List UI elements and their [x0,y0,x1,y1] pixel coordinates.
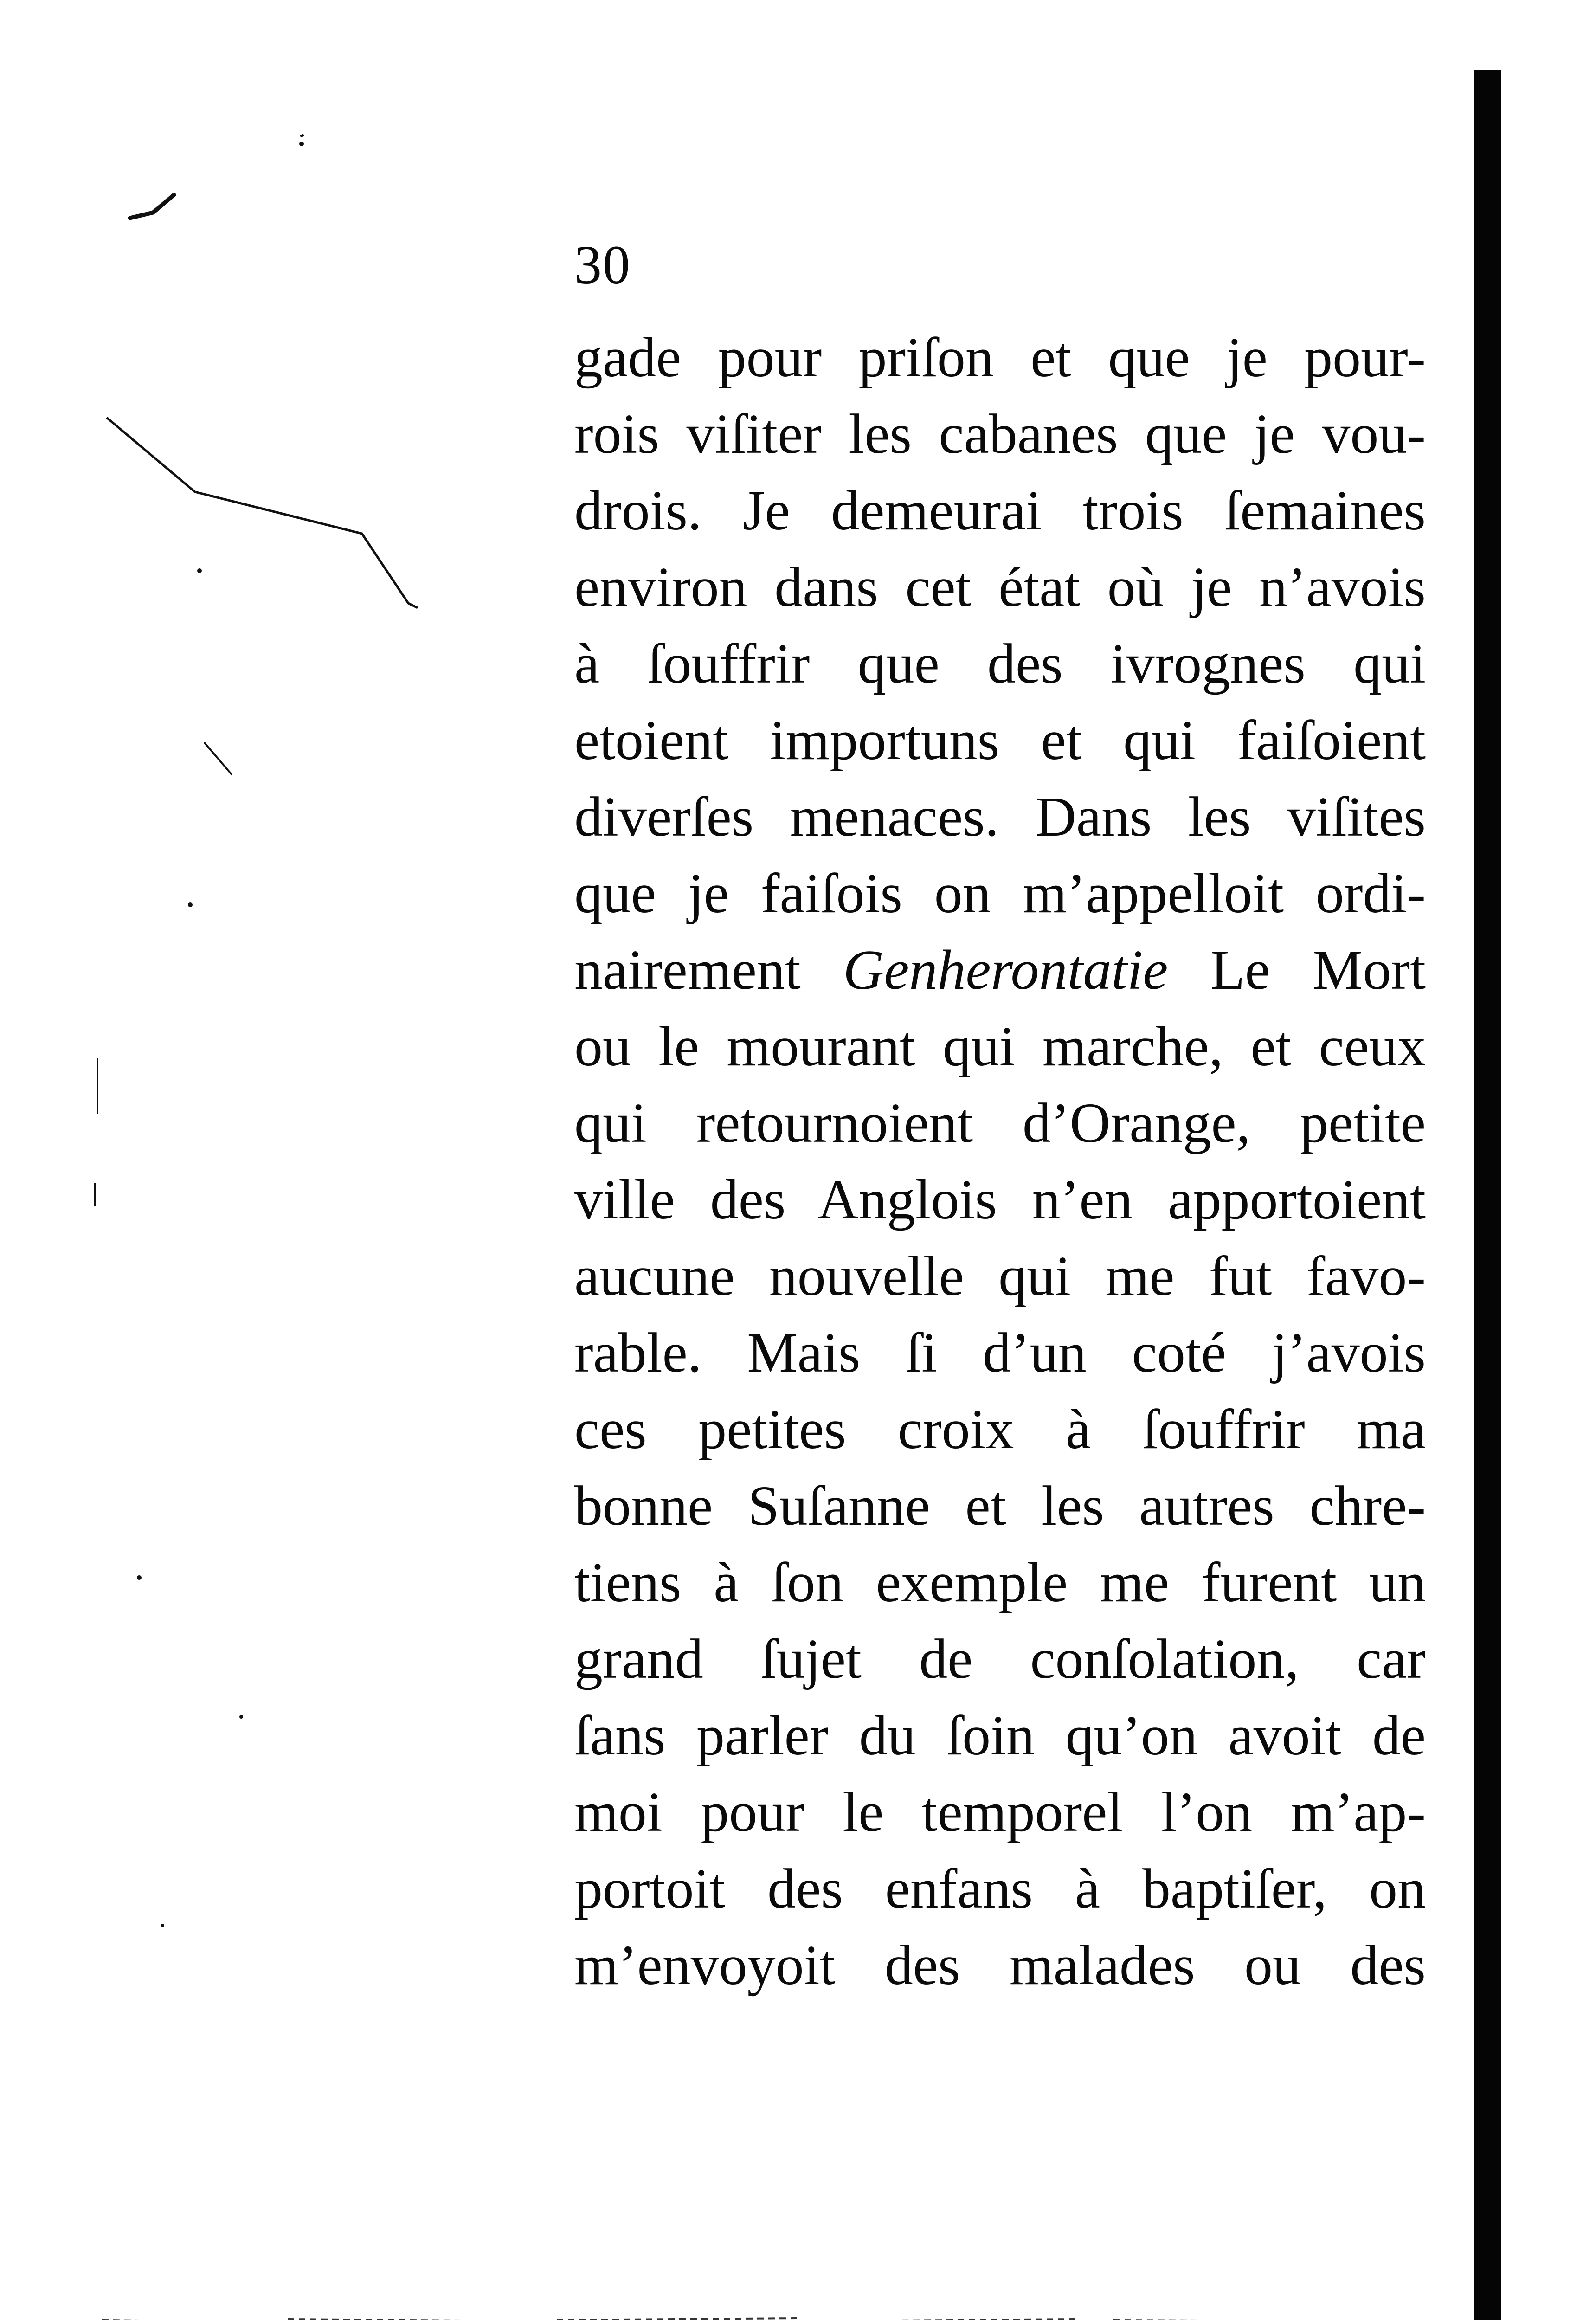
text-line: moi pour le temporel l’on m’ap- [574,1781,1426,1843]
margin-marks [0,0,510,2320]
text-line: ſans parler du ſoin qu’on avoit de [574,1704,1426,1767]
text-line: ou le mourant qui marche, et ceux [574,1015,1426,1078]
text-line: tiens à ſon exemple me furent un [574,1551,1426,1614]
text-line: ces petites croix à ſouffrir ma [574,1398,1426,1461]
text-segment: Le Mort [1168,939,1426,1001]
italic-word: Genherontatie [843,939,1168,1001]
text-line [574,932,1426,1008]
binding-edge [1474,70,1501,2320]
text-segment: nairement [574,939,843,1001]
text-line: bonne Suſanne et les autres chre- [574,1475,1426,1537]
body-text [574,319,1426,2004]
page-number: 30 [574,234,631,295]
text-line: grand ſujet de conſolation, car [574,1628,1426,1690]
text-line: portoit des enfans à baptiſer, on [574,1857,1426,1920]
text-line: que je faiſois on m’appelloit ordi- [574,862,1426,925]
text-line: aucune nouvelle qui me fut favo- [574,1245,1426,1308]
text-line: diverſes menaces. Dans les viſites [574,786,1426,848]
text-line: rois viſiter les cabanes que je vou- [574,403,1426,465]
text-line: rable. Mais ſi d’un coté j’avois [574,1321,1426,1384]
text-line: environ dans cet état où je n’avois [574,556,1426,619]
text-line: ville des Anglois n’en apportoient [574,1168,1426,1231]
text-line: à ſouffrir que des ivrognes qui [574,632,1426,695]
text-line: drois. Je demeurai trois ſemaines [574,479,1426,542]
text-line: qui retournoient d’Orange, petite [574,1092,1426,1154]
text-line: etoient importuns et qui faiſoient [574,709,1426,772]
text-line: m’envoyoit des malades ou des [574,1934,1426,1997]
text-line: gade pour priſon et que je pour- [574,326,1426,389]
bottom-edge-noise [102,2311,1485,2320]
